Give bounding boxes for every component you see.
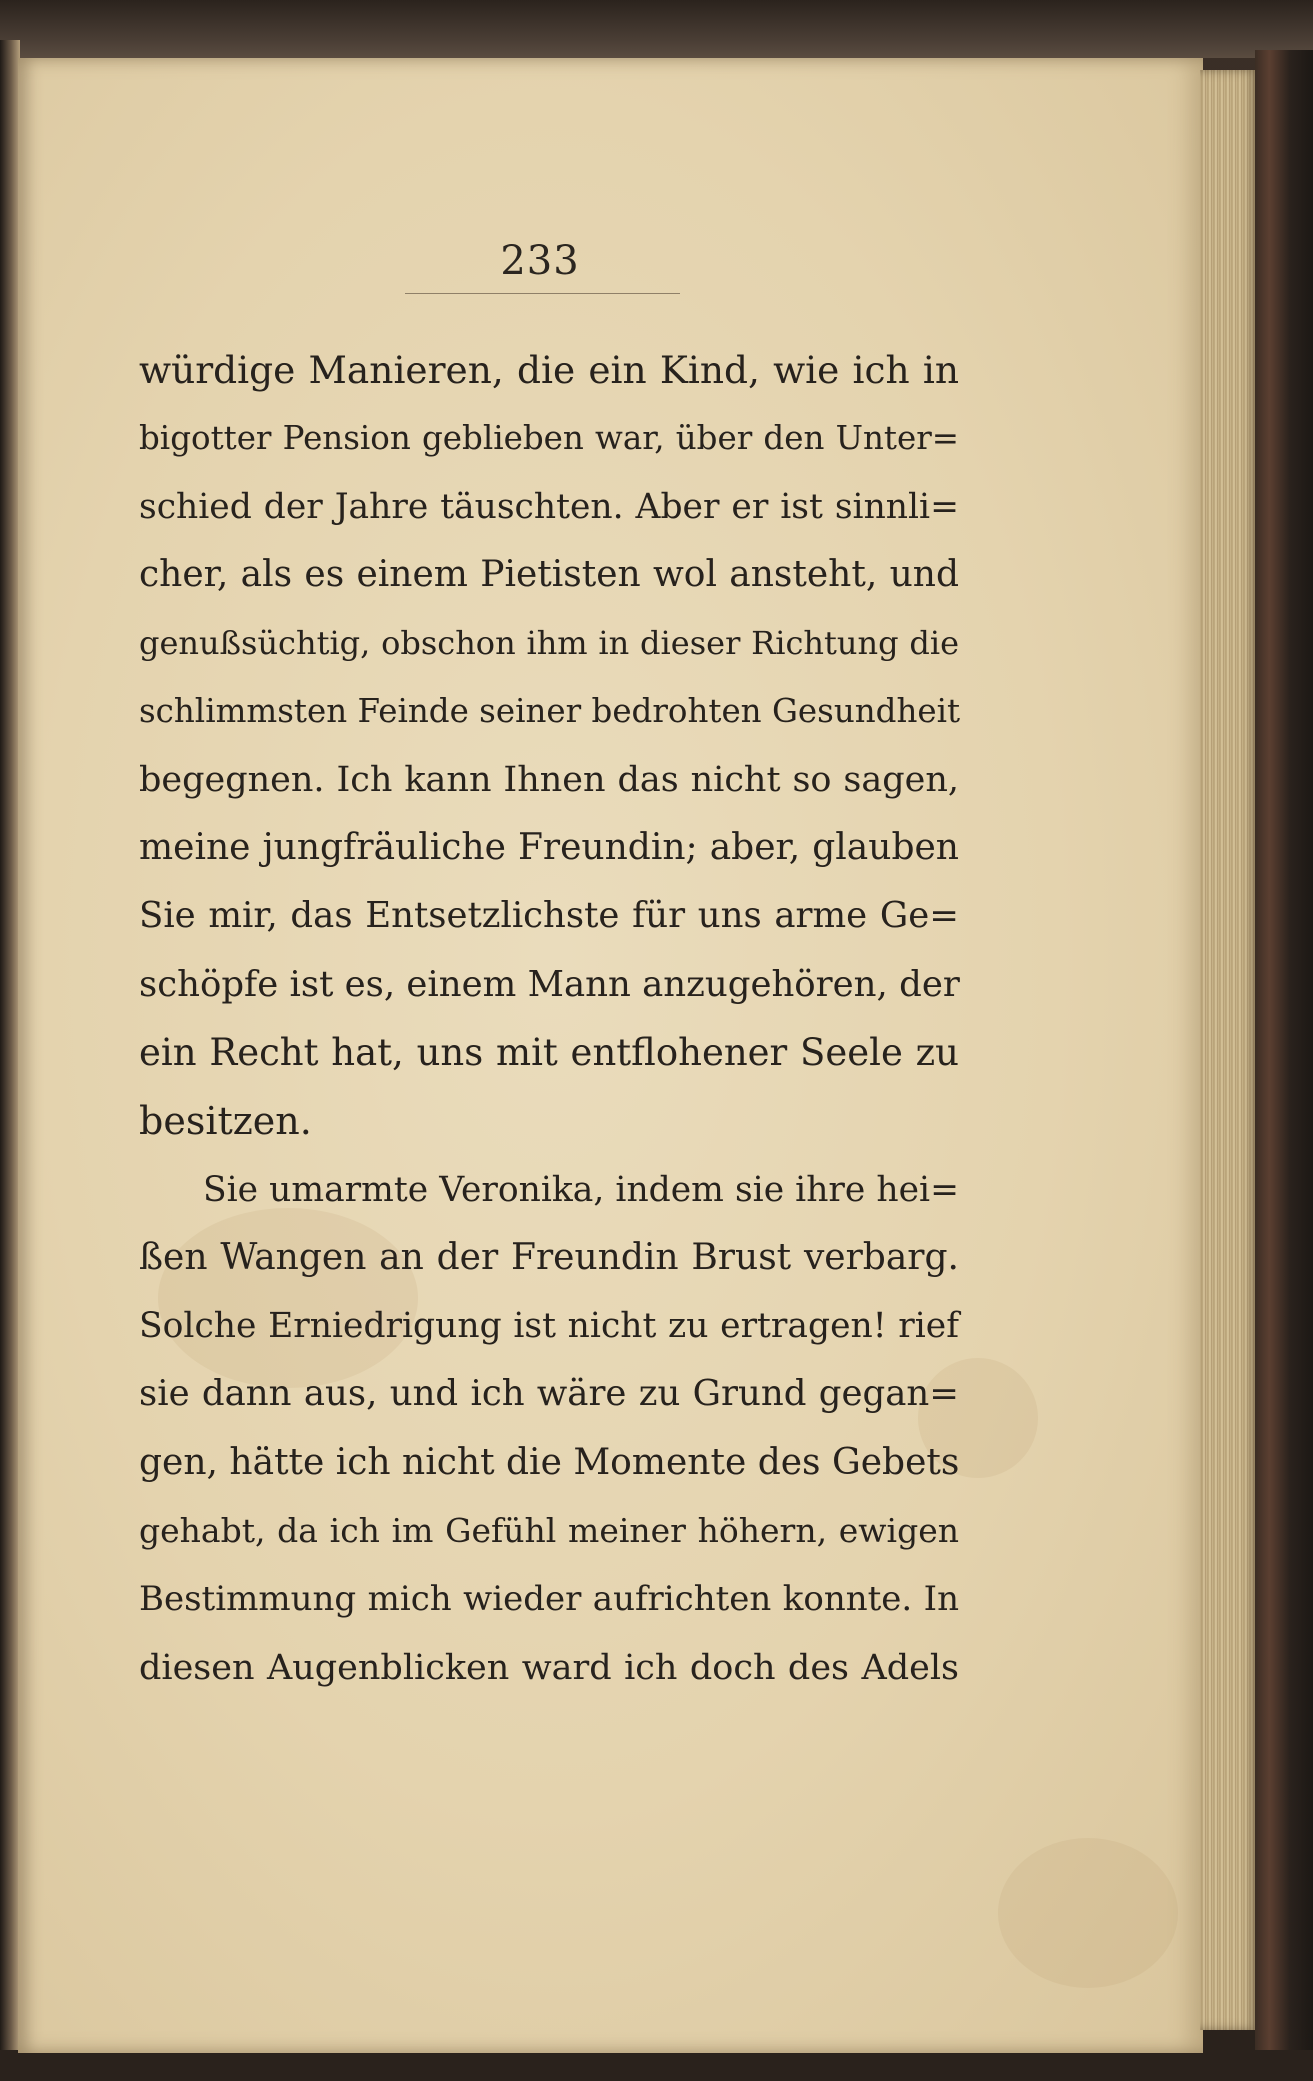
text-line: würdige Manieren, die ein Kind, wie ich in xyxy=(139,348,959,392)
page-number xyxy=(0,238,1080,284)
text-line: Sie mir, das Entsetzlichste für uns arme Ge= xyxy=(139,895,959,937)
paper-stain xyxy=(998,1838,1178,1988)
page-number-text: 233 xyxy=(500,238,580,284)
text-line: meine jungfräuliche Freundin; aber, glauben xyxy=(139,827,959,869)
text-line: schöpfe ist es, einem Mann anzugehören, der xyxy=(139,963,960,1005)
book-cover-edge xyxy=(1255,50,1313,2050)
text-line: Solche Erniedrigung ist nicht zu ertragen! rief xyxy=(139,1306,959,1347)
text-line: diesen Augenblicken ward ich doch des Adels xyxy=(139,1647,959,1688)
text-line: Sie umarmte Veronika, indem sie ihre hei= xyxy=(203,1169,959,1210)
text-line: schied der Jahre täuschten. Aber er ist sinnli= xyxy=(139,486,959,527)
text-line: gen, hätte ich nicht die Momente des Gebets xyxy=(139,1441,960,1483)
text-line: ßen Wangen an der Freundin Brust verbarg. xyxy=(139,1236,959,1278)
page-edges xyxy=(1200,70,1258,2030)
body-text xyxy=(139,336,959,1702)
text-line: sie dann aus, und ich wäre zu Grund gegan= xyxy=(139,1373,959,1415)
text-line: ein Recht hat, uns mit entflohener Seele zu xyxy=(139,1030,959,1074)
book-cover-top xyxy=(0,0,1313,58)
text-line: genußsüchtig, obschon ihm in dieser Richtung die xyxy=(139,624,959,663)
text-line: gehabt, da ich im Gefühl meiner höhern, ewigen xyxy=(139,1511,959,1551)
book-binding xyxy=(0,40,20,2050)
header-rule xyxy=(405,293,680,294)
text-line: begegnen. Ich kann Ihnen das nicht so sagen, xyxy=(139,759,959,800)
text-line: besitzen. xyxy=(139,1099,312,1144)
text-line: schlimmsten Feinde seiner bedrohten Gesundheit xyxy=(139,692,961,731)
text-line: bigotter Pension geblieben war, über den Unter= xyxy=(139,419,959,458)
text-line: Bestimmung mich wieder aufrichten konnte. In xyxy=(139,1579,959,1620)
text-line: cher, als es einem Pietisten wol ansteht, und xyxy=(139,553,959,595)
